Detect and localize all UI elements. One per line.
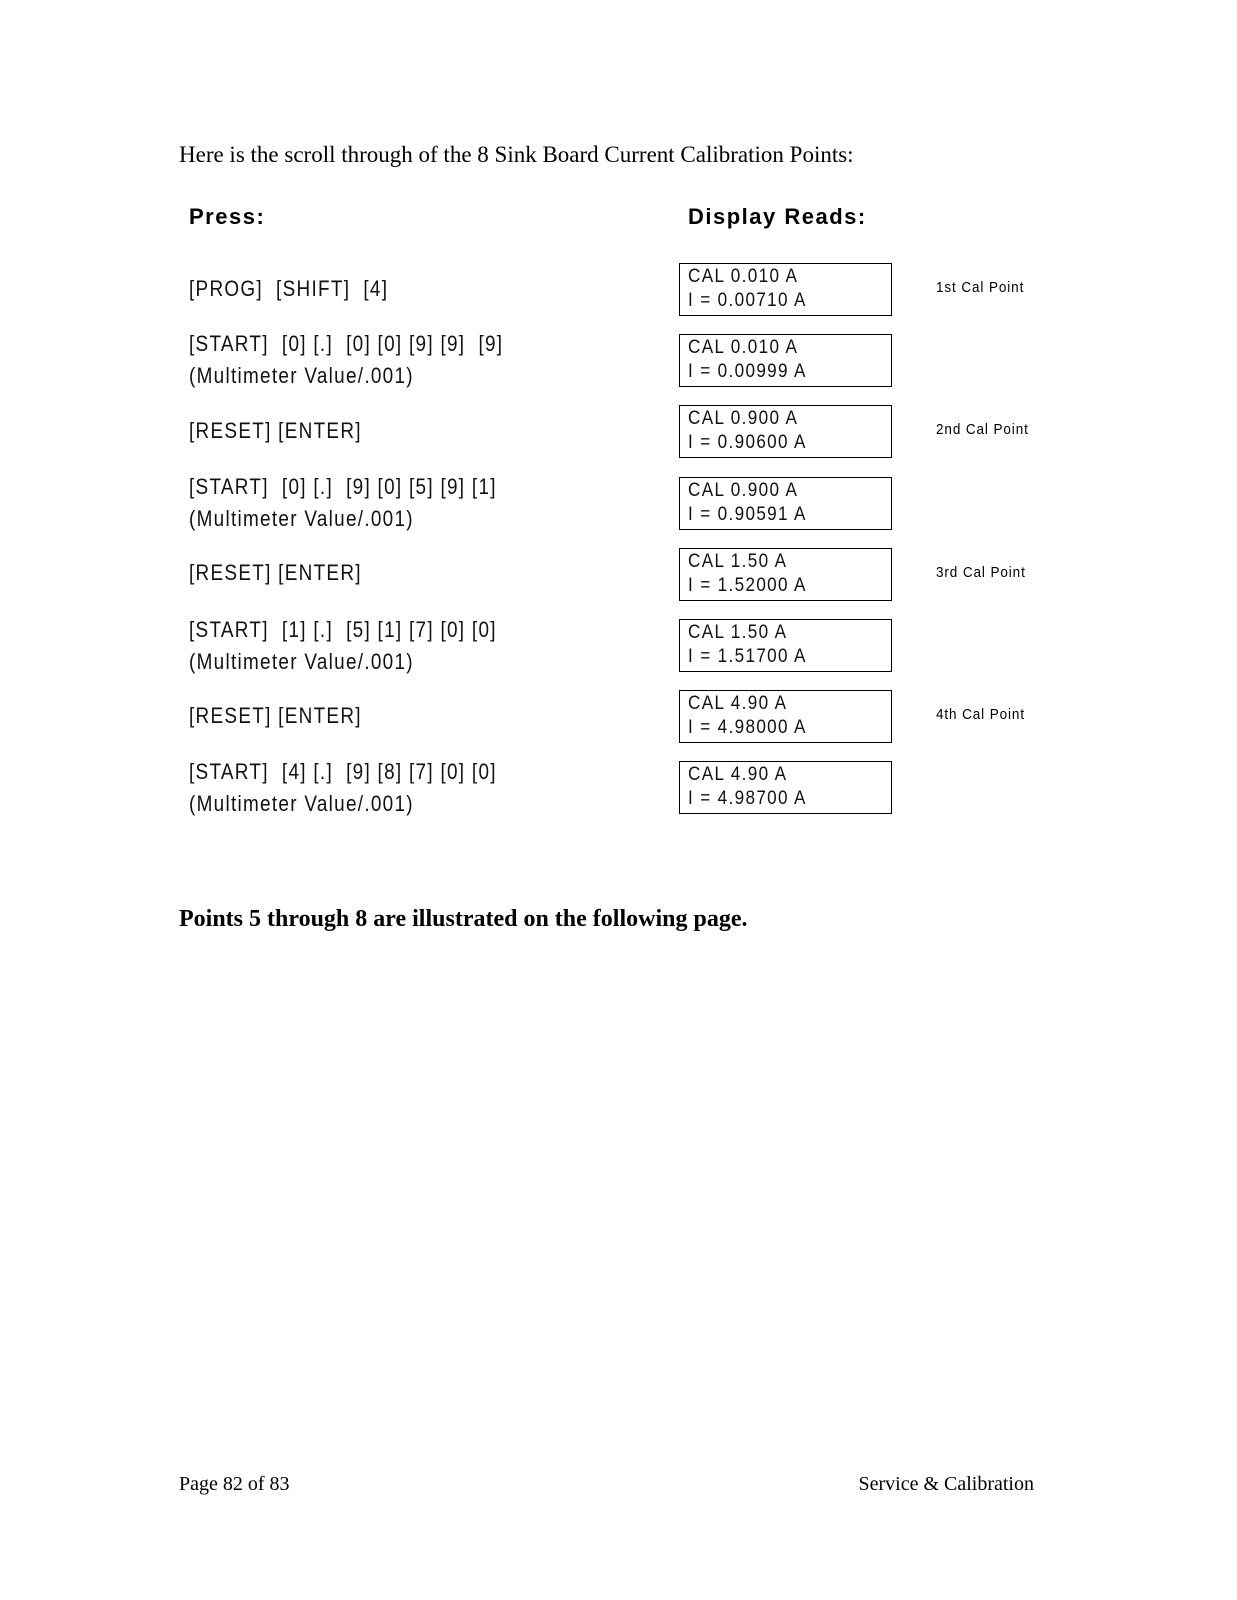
lcd-line-1: CAL 0.010 A — [688, 337, 799, 358]
press-sequence: [RESET] [ENTER] — [189, 418, 362, 443]
lcd-line-1: CAL 0.900 A — [688, 480, 799, 501]
display-column-header: Display Reads: — [688, 204, 867, 229]
lcd-line-2: I = 4.98700 A — [688, 788, 807, 809]
lcd-display — [679, 405, 892, 458]
lcd-display — [679, 334, 892, 387]
lcd-display — [679, 690, 892, 743]
lcd-line-2: I = 0.00710 A — [688, 290, 807, 311]
lcd-display — [679, 761, 892, 814]
lcd-display — [679, 548, 892, 601]
lcd-line-1: CAL 1.50 A — [688, 551, 788, 572]
lcd-line-2: I = 0.00999 A — [688, 361, 807, 382]
section-title: Service & Calibration — [858, 1473, 1034, 1495]
press-sequence: [RESET] [ENTER] — [189, 560, 362, 585]
lcd-line-1: CAL 0.900 A — [688, 408, 799, 429]
cal-point-label: 3rd Cal Point — [936, 564, 1026, 581]
intro-text: Here is the scroll through of the 8 Sink Board Current Calibration Points: — [179, 142, 854, 167]
lcd-line-1: CAL 4.90 A — [688, 764, 788, 785]
lcd-display — [679, 263, 892, 316]
lcd-line-1: CAL 1.50 A — [688, 622, 788, 643]
lcd-line-1: CAL 4.90 A — [688, 693, 788, 714]
page-number: Page 82 of 83 — [179, 1473, 290, 1495]
press-sequence: [RESET] [ENTER] — [189, 703, 362, 728]
press-sequence: [PROG] [SHIFT] [4] — [189, 276, 389, 301]
press-column-header: Press: — [189, 204, 266, 229]
lcd-line-2: I = 0.90600 A — [688, 432, 807, 453]
lcd-line-2: I = 0.90591 A — [688, 504, 807, 525]
press-sequence: [START] [0] [.] [9] [0] [5] [9] [1] (Multimeter Value/.001) — [189, 474, 497, 531]
lcd-display — [679, 619, 892, 672]
lcd-line-2: I = 4.98000 A — [688, 717, 807, 738]
press-sequence: [START] [1] [.] [5] [1] [7] [0] [0] (Multimeter Value/.001) — [189, 617, 497, 674]
lcd-display — [679, 477, 892, 530]
cal-point-label: 4th Cal Point — [936, 706, 1026, 723]
press-sequence: [START] [4] [.] [9] [8] [7] [0] [0] (Multimeter Value/.001) — [189, 759, 497, 816]
press-sequence: [START] [0] [.] [0] [0] [9] [9] [9] (Multimeter Value/.001) — [189, 331, 504, 388]
cal-point-label: 1st Cal Point — [936, 279, 1025, 296]
lcd-line-2: I = 1.52000 A — [688, 575, 807, 596]
following-page-note: Points 5 through 8 are illustrated on the following page. — [179, 906, 748, 932]
lcd-line-2: I = 1.51700 A — [688, 646, 807, 667]
lcd-line-1: CAL 0.010 A — [688, 266, 799, 287]
cal-point-label: 2nd Cal Point — [936, 421, 1029, 438]
